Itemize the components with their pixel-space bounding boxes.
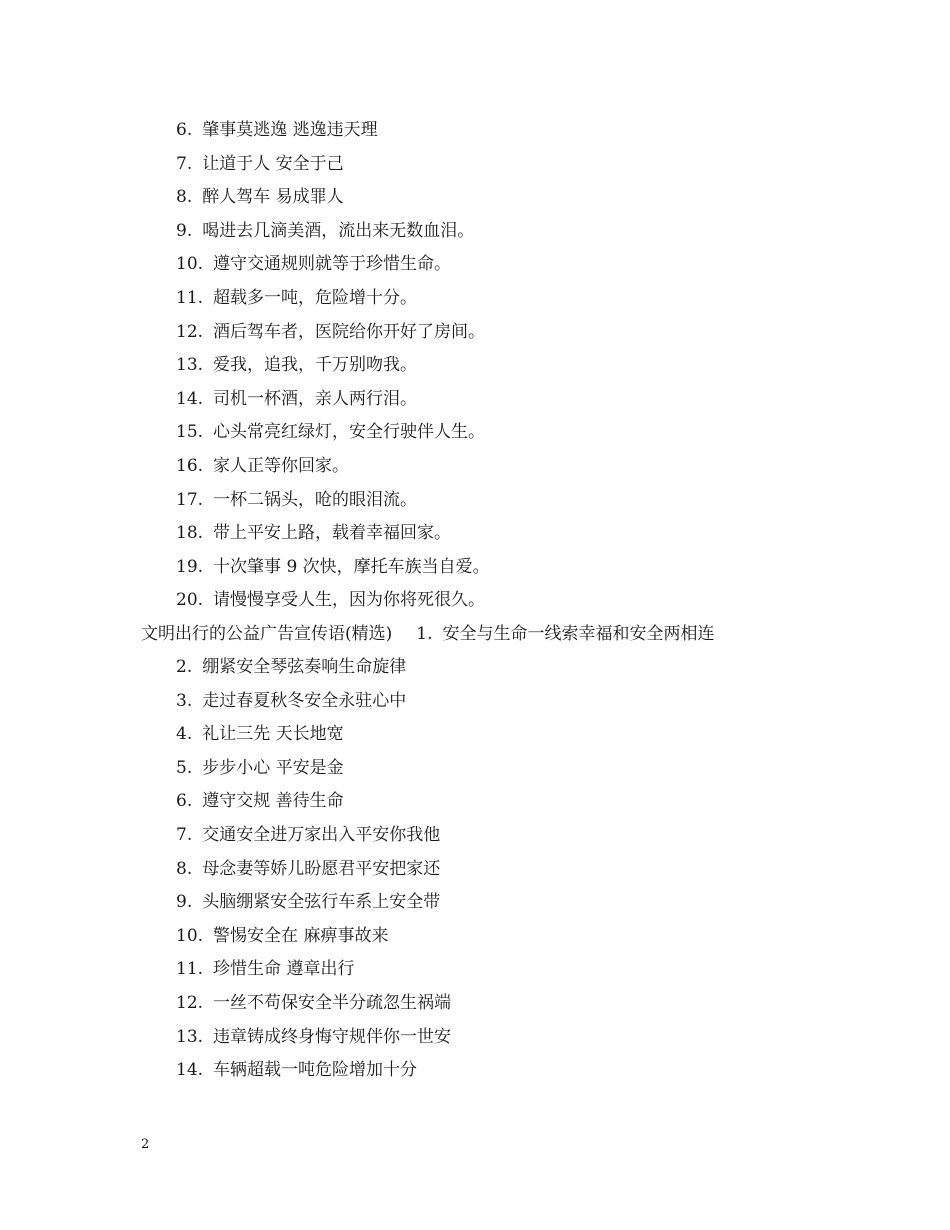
list-item — [176, 186, 490, 220]
list-item-number: 7. — [176, 153, 193, 174]
list-item-number: 19. — [176, 556, 204, 577]
list-item-text: 违章铸成终身悔守规伴你一世安 — [213, 1026, 452, 1047]
list-item-text: 爱我，追我，千万别吻我。 — [213, 355, 418, 376]
list-item-number: 10. — [176, 254, 204, 275]
list-item — [176, 858, 451, 892]
slogan-list-selected — [176, 656, 451, 1093]
section-title: 文明出行的公益广告宣传语(精选) — [141, 624, 393, 644]
list-item-number: 11. — [176, 287, 204, 308]
list-item-text: 醉人驾车 易成罪人 — [202, 187, 344, 208]
list-item-text: 请慢慢享受人生，因为你将死很久。 — [213, 590, 486, 611]
list-item-text: 警惕安全在 麻痹事故来 — [213, 925, 389, 946]
list-item — [176, 253, 490, 287]
list-item-number: 6. — [176, 120, 193, 140]
list-item — [176, 455, 490, 489]
list-item-number: 9. — [176, 892, 193, 913]
list-item — [176, 287, 490, 321]
list-item — [176, 656, 451, 690]
list-item-text: 家人正等你回家。 — [213, 455, 350, 476]
list-item-number: 15. — [176, 422, 204, 443]
list-item-text: 一丝不苟保安全半分疏忽生祸端 — [213, 992, 452, 1013]
list-item-number: 4. — [176, 724, 193, 745]
list-item-number: 6. — [176, 791, 193, 812]
list-item-text: 让道于人 安全于己 — [202, 153, 344, 174]
list-item-text: 礼让三先 天长地宽 — [202, 724, 344, 745]
list-item — [176, 1059, 451, 1093]
list-item — [176, 790, 451, 824]
list-item — [176, 958, 451, 992]
list-item-text: 司机一杯酒，亲人两行泪。 — [213, 388, 418, 409]
list-item — [176, 723, 451, 757]
list-item — [176, 489, 490, 523]
list-item-text: 遵守交规 善待生命 — [202, 791, 344, 812]
list-item — [176, 1026, 451, 1060]
list-item-number: 12. — [176, 992, 204, 1013]
list-item — [176, 925, 451, 959]
list-item-text: 带上平安上路，载着幸福回家。 — [213, 523, 452, 544]
list-item-number: 16. — [176, 455, 204, 476]
list-item-text: 遵守交通规则就等于珍惜生命。 — [213, 254, 452, 275]
list-item-text: 十次肇事 9 次快，摩托车族当自爱。 — [213, 556, 490, 577]
list-item-number: 1. — [416, 624, 433, 644]
list-item-number: 11. — [176, 959, 204, 980]
list-item-number: 20. — [176, 590, 204, 611]
list-item-text: 车辆超载一吨危险增加十分 — [213, 1060, 418, 1081]
list-item — [176, 321, 490, 355]
list-item-text: 头脑绷紧安全弦行车系上安全带 — [202, 892, 441, 913]
list-item-text: 肇事莫逃逸 逃逸违天理 — [202, 120, 378, 140]
list-item — [176, 220, 490, 254]
list-item-number: 12. — [176, 321, 204, 342]
list-item-text: 酒后驾车者，医院给你开好了房间。 — [213, 321, 486, 342]
list-item — [176, 556, 490, 590]
list-item — [176, 824, 451, 858]
list-item — [416, 624, 714, 644]
section-heading-line — [141, 623, 715, 645]
list-item — [176, 354, 490, 388]
list-item-text: 心头常亮红绿灯，安全行驶伴人生。 — [213, 422, 486, 443]
list-item-number: 7. — [176, 824, 193, 845]
list-item — [176, 388, 490, 422]
list-item-number: 3. — [176, 690, 193, 711]
list-item-number: 10. — [176, 925, 204, 946]
list-item-text: 珍惜生命 遵章出行 — [213, 959, 355, 980]
list-item — [176, 891, 451, 925]
list-item-number: 13. — [176, 355, 204, 376]
list-item — [176, 589, 490, 623]
page-number: 2 — [141, 1137, 150, 1152]
list-item-number: 13. — [176, 1026, 204, 1047]
list-item-number: 5. — [176, 757, 193, 778]
list-item-text: 绷紧安全琴弦奏响生命旋律 — [202, 657, 407, 677]
list-item-number: 14. — [176, 1060, 204, 1081]
slogan-list-continued — [176, 119, 490, 623]
list-item-text: 超载多一吨，危险增十分。 — [213, 287, 418, 308]
list-item-text: 走过春夏秋冬安全永驻心中 — [202, 690, 407, 711]
list-item — [176, 690, 451, 724]
list-item-number: 9. — [176, 220, 193, 241]
list-item — [176, 153, 490, 187]
list-item-number: 14. — [176, 388, 204, 409]
list-item-text: 安全与生命一线索幸福和安全两相连 — [442, 624, 715, 644]
list-item-number: 2. — [176, 657, 193, 677]
list-item-text: 步步小心 平安是金 — [202, 757, 344, 778]
list-item — [176, 757, 451, 791]
list-item — [176, 522, 490, 556]
list-item — [176, 119, 490, 153]
list-item-text: 母念妻等娇儿盼愿君平安把家还 — [202, 858, 441, 879]
list-item-number: 8. — [176, 187, 193, 208]
list-item-text: 喝进去几滴美酒，流出来无数血泪。 — [202, 220, 475, 241]
list-item-number: 8. — [176, 858, 193, 879]
list-item — [176, 992, 451, 1026]
list-item-number: 18. — [176, 523, 204, 544]
list-item-text: 一杯二锅头，呛的眼泪流。 — [213, 489, 418, 510]
list-item-text: 交通安全进万家出入平安你我他 — [202, 824, 441, 845]
list-item-number: 17. — [176, 489, 204, 510]
list-item — [176, 421, 490, 455]
